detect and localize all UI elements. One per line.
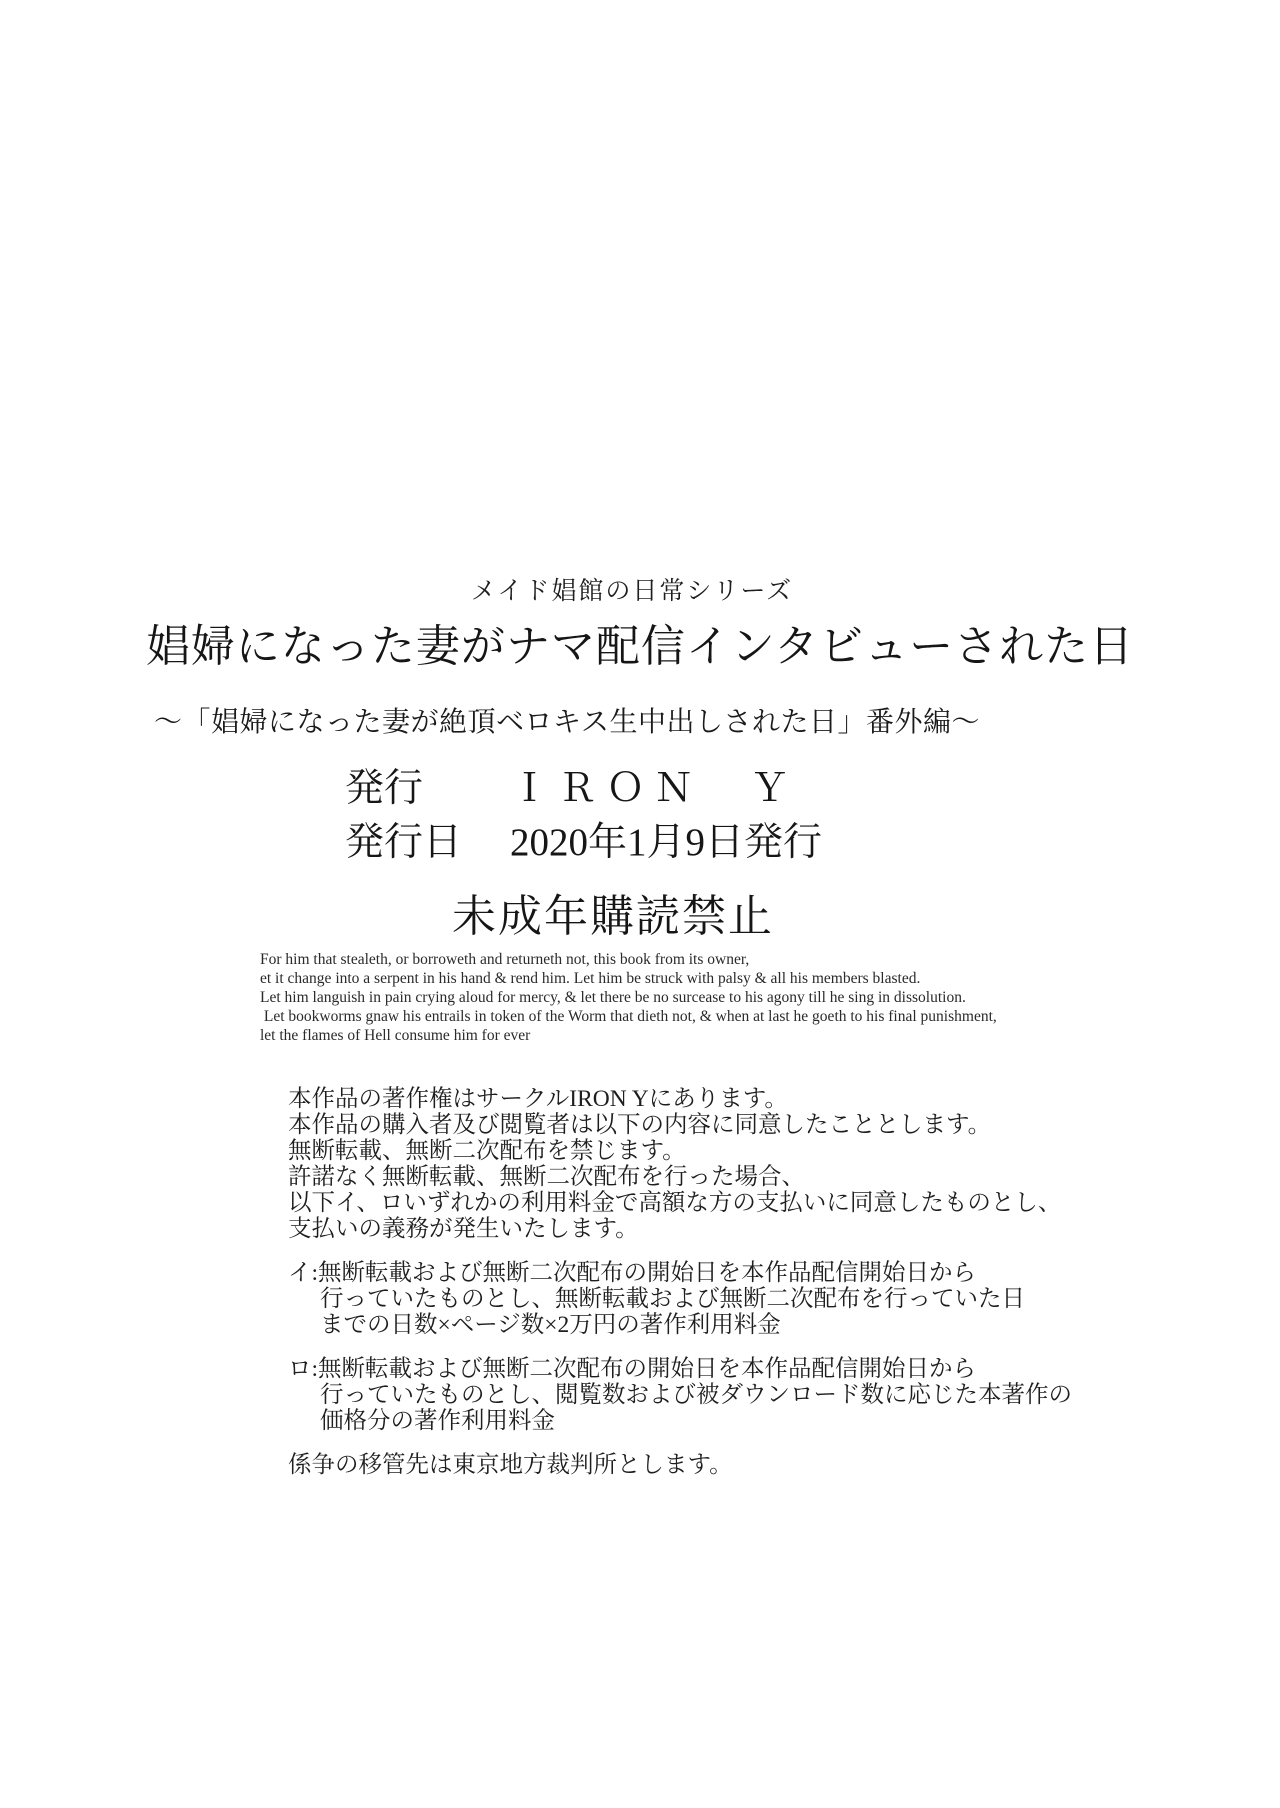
copyright-intro-line: 本作品の購入者及び閲覧者は以下の内容に同意したこととします。 [288,1112,992,1138]
page-title: 娼婦になった妻がナマ配信インタビューされた日 [145,622,1135,671]
fee-clause-i-line [288,1260,1072,1286]
book-curse-line: et it change into a serpent in his hand & rend him. Let him be struck with palsy & all his members blasted. [260,970,921,987]
book-curse-line: For him that stealeth, or borroweth and returneth not, this book from its owner, [260,951,750,968]
publication-date-value: 2020年1月9日発行 [510,821,823,864]
copyright-intro-line: 許諾なく無断転載、無断二次配布を行った場合、 [288,1164,805,1190]
publisher-label: 発行 [345,767,424,810]
publisher-row [345,762,822,816]
copyright-intro-line: 支払いの義務が発生いたします。 [288,1216,639,1242]
fee-clause-ro-line: 価格分の著作利用料金 [320,1408,555,1434]
copyright-terms [288,1086,1072,1478]
fee-clause-i [288,1260,1072,1338]
copyright-intro-line: 本作品の著作権はサークルIRON Yにあります。 [288,1086,788,1112]
book-curse-text [260,950,997,1045]
book-curse-line: Let bookworms gnaw his entrails in token of the Worm that dieth not, & when at last he goeth to his final punishment, [260,1008,997,1025]
age-restriction-notice: 未成年購読禁止 [452,892,774,941]
copyright-intro [288,1086,1072,1242]
fee-clause-i-label: イ: [288,1260,319,1286]
fee-clause-ro-label: ロ: [288,1356,319,1382]
publication-info [345,762,822,870]
book-curse-line: let the flames of Hell consume him for ever [260,1027,531,1044]
series-label: メイド娼館の日常シリーズ [470,577,794,605]
fee-clause-i-line: までの日数×ページ数×2万円の著作利用料金 [320,1312,781,1338]
publication-date-label: 発行日 [345,821,463,864]
fee-clause-ro-line: 行っていたものとし、閲覧数および被ダウンロード数に応じた本著作の [320,1382,1072,1408]
fee-clause-i-text: 無断転載および無断二次配布の開始日を本作品配信開始日から [318,1260,977,1286]
book-curse-line: Let him languish in pain crying aloud for mercy, & let there be no surcease to his agony till he sing in dissolution. [260,989,966,1006]
page-subtitle: 〜「娼婦になった妻が絶頂ベロキス生中出しされた日」番外編〜 [154,707,980,738]
fee-clause-ro-text: 無断転載および無断二次配布の開始日を本作品配信開始日から [318,1356,977,1382]
copyright-intro-line: 以下イ、ロいずれかの利用料金で高額な方の支払いに同意したものとし、 [288,1190,1062,1216]
publisher-value: ＩＲＯＮ Ｙ [510,767,799,810]
fee-clause-ro [288,1356,1072,1434]
fee-clause-i-line: 行っていたものとし、無断転載および無断二次配布を行っていた日 [320,1286,1025,1312]
copyright-intro-line: 無断転載、無断二次配布を禁じます。 [288,1138,686,1164]
publication-date-row [345,816,822,870]
fee-clause-ro-line [288,1356,1072,1382]
jurisdiction-statement: 係争の移管先は東京地方裁判所とします。 [288,1452,733,1478]
